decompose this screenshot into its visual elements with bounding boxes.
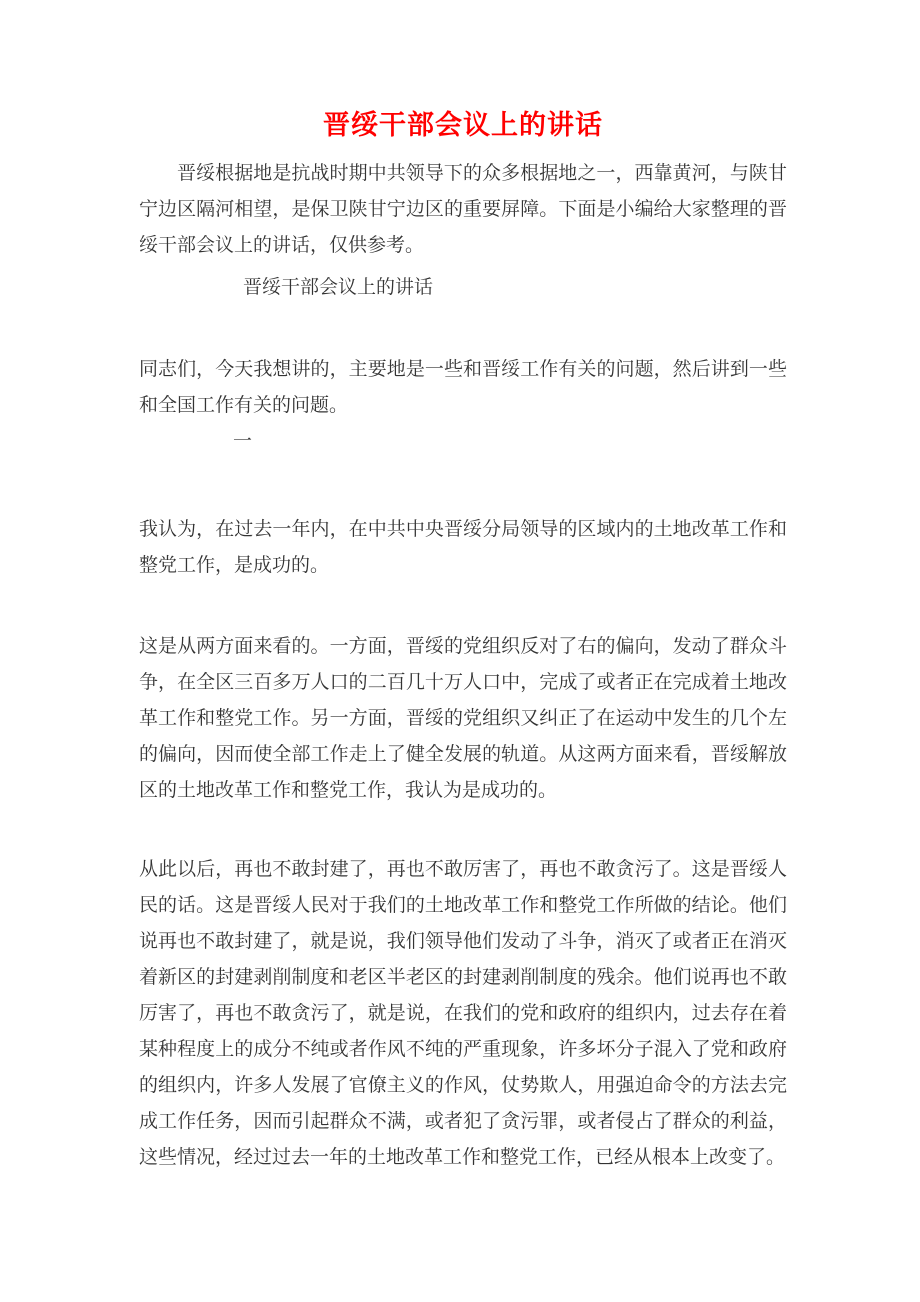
document-title: 晋绥干部会议上的讲话 — [323, 110, 603, 140]
assessment-paragraph: 我认为，在过去一年内，在中共中央晋绥分局领导的区域内的土地改革工作和整党工作，是成功的。 — [139, 519, 787, 576]
two-aspects-paragraph: 这是从两方面来看的。一方面，晋绥的党组织反对了右的偏向，发动了群众斗争，在全区三百多万人口的二百几十万人口中，完成了或者正在完成着土地改革工作和整党工作。另一方面，晋绥的党组织又纠正了在运动中发生的几个左的偏向，因而使全部工作走上了健全发展的轨道。从这两方面来看，晋绥解放区的土地改革工作和整党工作，我认为是成功的。 — [139, 636, 787, 801]
opening-paragraph: 同志们，今天我想讲的，主要地是一些和晋绥工作有关的问题，然后讲到一些和全国工作有关的问题。 — [139, 359, 787, 416]
document-subtitle: 晋绥干部会议上的讲话 — [243, 277, 434, 298]
conclusion-paragraph: 从此以后，再也不敢封建了，再也不敢厉害了，再也不敢贪污了。这是晋绥人民的话。这是晋绥人民对于我们的土地改革工作和整党工作所做的结论。他们说再也不敢封建了，就是说，我们领导他们发动了斗争，消灭了或者正在消灭着新区的封建剥削制度和老区半老区的封建剥削制度的残余。他们说再也不敢厉害了，再也不敢贪污了，就是说，在我们的党和政府的组织内，过去存在着某种程度上的成分不纯或者作风不纯的严重现象，许多坏分子混入了党和政府的组织内，许多人发展了官僚主义的作风，仗势欺人，用强迫命令的方法去完成工作任务，因而引起群众不满，或者犯了贪污罪，或者侵占了群众的利益，这些情况，经过过去一年的土地改革工作和整党工作，已经从根本上改变了。 — [139, 859, 787, 1168]
intro-paragraph: 晋绥根据地是抗战时期中共领导下的众多根据地之一，西靠黄河，与陕甘宁边区隔河相望，是保卫陕甘宁边区的重要屏障。下面是小编给大家整理的晋绥干部会议上的讲话，仅供参考。 — [139, 163, 787, 256]
section-one-marker: 一 — [233, 431, 253, 452]
